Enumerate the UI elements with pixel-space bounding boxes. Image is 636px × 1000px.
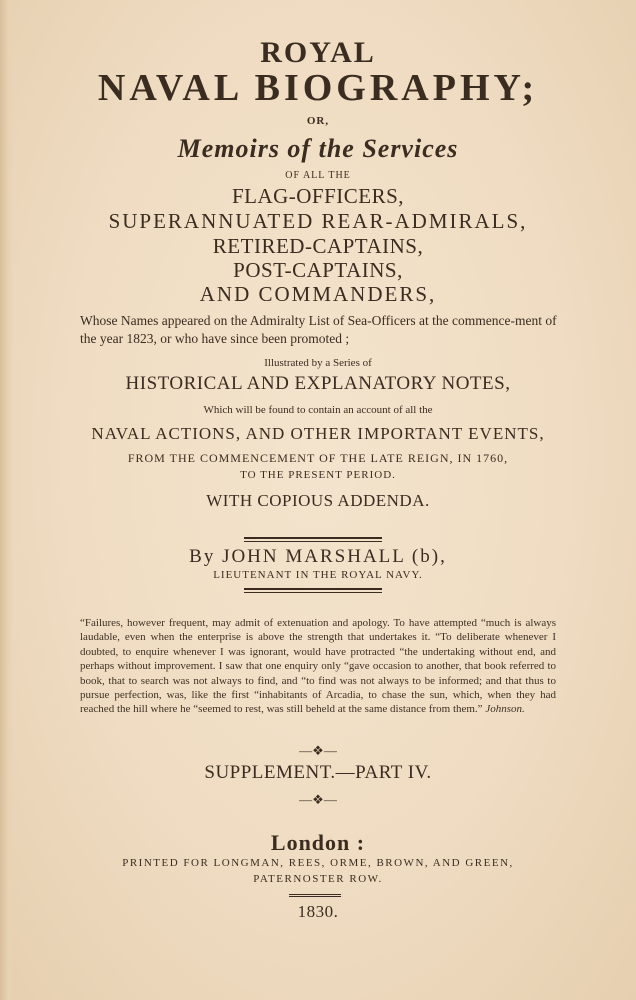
author-byline: By JOHN MARSHALL (b), — [189, 546, 447, 567]
supplement-heading: SUPPLEMENT.—PART IV. — [204, 762, 432, 783]
imprint-printer: PRINTED FOR LONGMAN, REES, ORME, BROWN, AND GREEN, — [122, 857, 514, 869]
quote-attribution: Johnson. — [485, 703, 525, 716]
double-rule-bottom — [244, 588, 382, 593]
of-all-the: OF ALL THE — [285, 170, 351, 181]
title-line-royal: ROYAL — [260, 36, 376, 69]
short-rule — [289, 894, 341, 897]
ornament-divider-bottom: —❖— — [299, 792, 337, 807]
rank-superannuated: SUPERANNUATED REAR-ADMIRALS, — [108, 209, 528, 233]
naval-actions-heading: NAVAL ACTIONS, AND OTHER IMPORTANT EVENTS, — [91, 424, 545, 443]
which-line: Which will be found to contain an account of all the — [203, 404, 433, 416]
ornament-divider-top: —❖— — [299, 743, 337, 758]
historical-notes-heading: HISTORICAL AND EXPLANATORY NOTES, — [125, 373, 511, 394]
imprint-city: London : — [270, 830, 366, 855]
quote-text: “Failures, however frequent, may admit of extenuation and apology. To have attempted “much is always laudable, even when the enterprise is above the strength that undertakes it. “To deliberate whenever I doubted, to enquire whenever I was ignorant, would have protracted “the undertaking without end, and perhaps without improvement. I saw that one enquiry only “gave occasion to another, that book referred to book, that to search was not always to find, and “to find was not always to be informed; and that thus to pursue perfection, was, like the first “inhabitants of Arcadia, to chase the sun, which, when they had reached the hill where he “seemed to rest, was still beheld at the same distance from them.” — [80, 617, 556, 716]
whose-names-paragraph: Whose Names appeared on the Admiralty List of Sea-Officers at the commence-ment of the year 1823, or who have since been promoted ; — [80, 313, 557, 346]
author-rank: LIEUTENANT IN THE ROYAL NAVY. — [213, 569, 423, 581]
memoirs-subtitle: Memoirs of the Services — [177, 134, 459, 163]
rank-flag-officers: FLAG-OFFICERS, — [231, 184, 405, 208]
rank-retired-captains: RETIRED-CAPTAINS, — [212, 234, 424, 258]
rank-commanders: AND COMMANDERS, — [199, 282, 437, 306]
to-present-line: TO THE PRESENT PERIOD. — [240, 469, 396, 481]
double-rule-top — [244, 537, 382, 542]
imprint-year: 1830. — [297, 902, 339, 921]
title-or: OR, — [306, 115, 330, 127]
imprint-address: PATERNOSTER ROW. — [253, 873, 383, 885]
from-commencement-line: FROM THE COMMENCEMENT OF THE LATE REIGN, IN 1760, — [127, 451, 509, 465]
illustrated-line: Illustrated by a Series of — [264, 357, 372, 369]
rank-post-captains: POST-CAPTAINS, — [233, 258, 403, 282]
epigraph-quote — [80, 616, 556, 717]
title-line-naval-biography: NAVAL BIOGRAPHY; — [97, 67, 539, 109]
copious-addenda: WITH COPIOUS ADDENDA. — [206, 491, 430, 510]
